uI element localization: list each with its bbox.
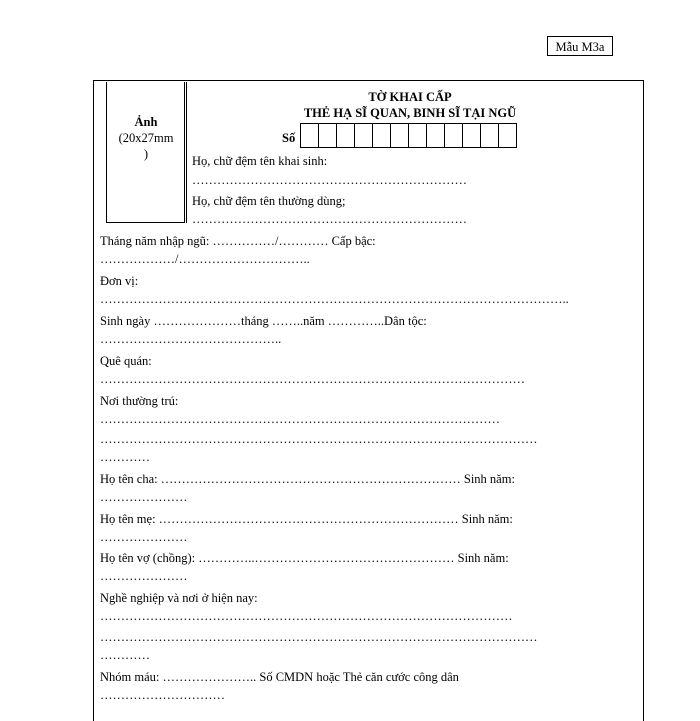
form-line: ………… bbox=[100, 648, 150, 662]
form-line: Nhóm máu: ………………….. Số CMDN hoặc Thẻ căn cước công dân bbox=[100, 670, 459, 684]
form-code-box: Mẫu M3a bbox=[547, 36, 613, 56]
number-box[interactable] bbox=[462, 123, 481, 148]
form-line: Họ tên cha: ……………………………………………………………… Sinh năm: bbox=[100, 472, 515, 486]
number-box[interactable] bbox=[408, 123, 427, 148]
number-box[interactable] bbox=[318, 123, 337, 148]
form-line: ………………………………………………………… bbox=[192, 212, 467, 226]
form-line: …………………………………………………………………………………………… bbox=[100, 630, 538, 644]
photo-size-line1: (20x27mm bbox=[118, 131, 174, 145]
photo-label bbox=[108, 114, 184, 162]
form-line: Tháng năm nhập ngũ: ……………/………… Cấp bậc: bbox=[100, 234, 376, 248]
form-line: ………………………………………………………………………………………… bbox=[100, 372, 525, 386]
form-line: ………………… bbox=[100, 569, 188, 583]
number-box[interactable] bbox=[354, 123, 373, 148]
form-title-line2: THẺ HẠ SĨ QUAN, BINH SĨ TẠI NGŨ bbox=[303, 106, 517, 120]
number-box[interactable] bbox=[444, 123, 463, 148]
form-line: …………………………………………………………………………………………… bbox=[100, 432, 538, 446]
form-line: Quê quán: bbox=[100, 354, 152, 368]
number-box[interactable] bbox=[300, 123, 319, 148]
form-line: Họ, chữ đệm tên thường dùng; bbox=[192, 194, 346, 208]
photo-title: Ảnh bbox=[134, 115, 158, 129]
form-line: ………………………………………………………………………………………………….. bbox=[100, 292, 569, 306]
form-title-line1: TỜ KHAI CẤP bbox=[368, 90, 452, 104]
form-line: ………… bbox=[100, 450, 150, 464]
number-box[interactable] bbox=[498, 123, 517, 148]
form-line: Sinh ngày …………………tháng ……..năm …………..Dân tộc: bbox=[100, 314, 427, 328]
card-number-boxes[interactable] bbox=[301, 123, 517, 148]
form-line: ………………/………………………….. bbox=[100, 252, 310, 266]
form-line: Họ tên mẹ: ……………………………………………………………… Sinh năm: bbox=[100, 512, 513, 526]
form-line: ………………………… bbox=[100, 688, 225, 702]
form-line: Đơn vị: bbox=[100, 274, 139, 288]
number-box[interactable] bbox=[336, 123, 355, 148]
form-line: ………………… bbox=[100, 490, 188, 504]
photo-size-line2: ) bbox=[143, 147, 149, 161]
number-box[interactable] bbox=[372, 123, 391, 148]
photo-divider bbox=[186, 82, 187, 223]
form-line: ………………… bbox=[100, 530, 188, 544]
number-box[interactable] bbox=[480, 123, 499, 148]
form-line: ……………………………………………………………………………………… bbox=[100, 609, 513, 623]
number-box[interactable] bbox=[390, 123, 409, 148]
form-line: ………………………………………………………… bbox=[192, 173, 467, 187]
number-label: Số bbox=[282, 131, 296, 145]
form-line: Họ, chữ đệm tên khai sinh: bbox=[192, 154, 328, 168]
form-line: Nơi thường trú: bbox=[100, 394, 179, 408]
number-box[interactable] bbox=[426, 123, 445, 148]
form-line: Nghề nghiệp và nơi ở hiện nay: bbox=[100, 591, 258, 605]
form-line: Họ tên vợ (chồng): …………..………………………………………… Sinh năm: bbox=[100, 551, 509, 565]
form-line: …………………………………….. bbox=[100, 332, 282, 346]
form-line: …………………………………………………………………………………… bbox=[100, 412, 500, 426]
